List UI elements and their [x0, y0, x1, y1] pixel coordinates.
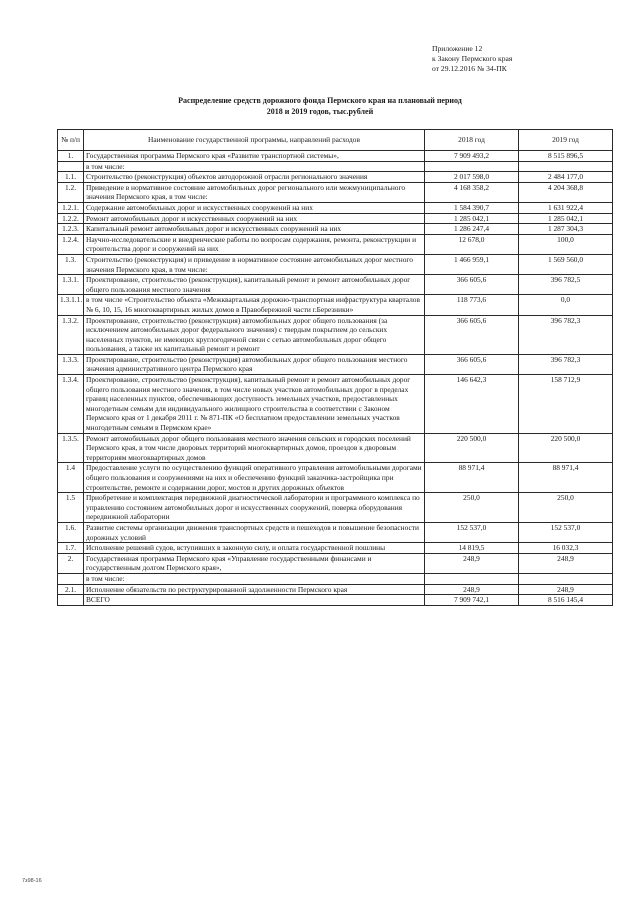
row-value-2019: 1 285 042,1 [519, 213, 613, 224]
row-value-2018: 146 642,3 [425, 375, 519, 434]
row-value-2019: 4 204 368,8 [519, 182, 613, 202]
row-value-2018: 118 773,6 [425, 295, 519, 315]
table-row [58, 493, 613, 523]
row-value-2019: 8 515 896,5 [519, 151, 613, 162]
row-value-2018: 12 678,0 [425, 234, 519, 254]
appendix-line-2: к Закону Пермского края [432, 54, 513, 63]
row-value-2019 [519, 161, 613, 172]
row-num: 1.2.2. [58, 213, 84, 224]
row-name: Проектирование, строительство (реконструкция), капитальный ремонт и ремонт автомобильных дорог общего пользования местного значения [84, 275, 425, 295]
row-value-2019: 248,9 [519, 584, 613, 595]
table-row [58, 254, 613, 274]
row-value-2019 [519, 573, 613, 584]
table-row [58, 463, 613, 493]
table-row [58, 202, 613, 213]
row-value-2018: 1 466 959,1 [425, 254, 519, 274]
row-value-2019: 250,0 [519, 493, 613, 523]
row-value-2018: 2 017 598,0 [425, 172, 519, 183]
row-value-2019: 100,0 [519, 234, 613, 254]
title-line-1: Распределение средств дорожного фонда Пермского края на плановый период [178, 96, 462, 105]
header-name: Наименование государственной программы, направлений расходов [84, 130, 425, 151]
row-num [58, 573, 84, 584]
appendix-line-1: Приложение 12 [432, 44, 483, 53]
row-value-2018: 1 285 042,1 [425, 213, 519, 224]
header-num: № п/п [58, 130, 84, 151]
row-num: 1.1. [58, 172, 84, 183]
footer-code: 7з98-16 [22, 878, 42, 884]
table-row [58, 375, 613, 434]
row-name: Исполнение решений судов, вступивших в законную силу, и оплата государственной пошлины [84, 543, 425, 554]
table-body [58, 151, 613, 606]
row-value-2019: 2 484 177,0 [519, 172, 613, 183]
row-num: 1.3.4. [58, 375, 84, 434]
row-num: 2. [58, 553, 84, 573]
row-name: Ремонт автомобильных дорог и искусственных сооружений на них [84, 213, 425, 224]
row-value-2018: 248,9 [425, 553, 519, 573]
row-num: 1.3.2. [58, 315, 84, 354]
row-num: 1.2. [58, 182, 84, 202]
row-name: Проектирование, строительство (реконструкция) автомобильных дорог общего пользования (за исключением автомобильных дорог федерального значения) с твердым покрытием до сельских населенных пунктов, не имеющих круглогодичной связи с сетью автомобильных дорог общего пользования, а также их капитальный ремонт и ремонт [84, 315, 425, 354]
row-name: ВСЕГО [84, 595, 425, 606]
row-name: в том числе: [84, 573, 425, 584]
row-value-2019: 88 971,4 [519, 463, 613, 493]
row-value-2019: 0,0 [519, 295, 613, 315]
row-value-2018: 366 605,6 [425, 315, 519, 354]
row-value-2019: 248,9 [519, 553, 613, 573]
row-num: 1.4 [58, 463, 84, 493]
row-value-2018: 250,0 [425, 493, 519, 523]
table-row [58, 234, 613, 254]
row-value-2019: 152 537,0 [519, 522, 613, 542]
row-value-2019: 396 782,5 [519, 275, 613, 295]
row-num: 1.3.1.1. [58, 295, 84, 315]
header-2018: 2018 год [425, 130, 519, 151]
row-value-2019: 396 782,3 [519, 315, 613, 354]
row-name: в том числе: [84, 161, 425, 172]
table-row [58, 295, 613, 315]
row-num: 1.5 [58, 493, 84, 523]
table-header-row [58, 130, 613, 151]
table-row [58, 573, 613, 584]
row-value-2018: 1 286 247,4 [425, 224, 519, 235]
row-value-2018: 4 168 358,2 [425, 182, 519, 202]
table-row [58, 595, 613, 606]
row-value-2019: 158 712,9 [519, 375, 613, 434]
row-num: 2.1. [58, 584, 84, 595]
row-name: Содержание автомобильных дорог и искусственных сооружений на них [84, 202, 425, 213]
row-value-2018: 88 971,4 [425, 463, 519, 493]
row-value-2018: 1 584 390,7 [425, 202, 519, 213]
row-value-2019: 1 631 922,4 [519, 202, 613, 213]
row-value-2018: 7 909 493,2 [425, 151, 519, 162]
row-name: Строительство (реконструкция) объектов автодорожной отрасли регионального значения [84, 172, 425, 183]
row-value-2018: 7 909 742,1 [425, 595, 519, 606]
table-row [58, 151, 613, 162]
table-row [58, 224, 613, 235]
table-row [58, 543, 613, 554]
row-value-2019: 1 287 304,3 [519, 224, 613, 235]
row-num: 1.3. [58, 254, 84, 274]
row-name: Ремонт автомобильных дорог общего пользования местного значения сельских и городских поселений Пермского края, в том числе дворовых территорий многоквартирных домов, проездов к дворовым территориям многоквартирных домов [84, 433, 425, 463]
table-row [58, 354, 613, 374]
budget-table [57, 129, 613, 606]
row-num: 1.2.3. [58, 224, 84, 235]
header-2019: 2019 год [519, 130, 613, 151]
row-name: Строительство (реконструкция) и приведение в нормативное состояние автомобильных дорог местного значения Пермского края, в том числе: [84, 254, 425, 274]
row-value-2018: 366 605,6 [425, 354, 519, 374]
row-num: 1.7. [58, 543, 84, 554]
row-name: Государственная программа Пермского края «Управление государственными финансами и государственным долгом Пермского края», [84, 553, 425, 573]
row-value-2019: 396 782,3 [519, 354, 613, 374]
appendix-line-3: от 29.12.2016 № 34-ПК [432, 64, 507, 73]
row-num: 1.2.1. [58, 202, 84, 213]
row-name: Исполнение обязательств по реструктурированной задолженности Пермского края [84, 584, 425, 595]
row-name: Государственная программа Пермского края «Развитие транспортной системы», [84, 151, 425, 162]
document-title [40, 95, 600, 117]
appendix-block [432, 44, 512, 74]
row-value-2018: 220 500,0 [425, 433, 519, 463]
row-name: Приведение в нормативное состояние автомобильных дорог регионального или межмуниципального значения Пермского края, в том числе: [84, 182, 425, 202]
row-num: 1. [58, 151, 84, 162]
row-num: 1.3.5. [58, 433, 84, 463]
row-num [58, 595, 84, 606]
table-row [58, 584, 613, 595]
row-value-2018: 248,9 [425, 584, 519, 595]
table-row [58, 161, 613, 172]
row-num: 1.6. [58, 522, 84, 542]
row-name: в том числе «Строительство объекта «Межквартальная дорожно-транспортная инфраструктура кварталов № 6, 10, 15, 16 многоквартирных жилых домов в Правобережной части г.Березники» [84, 295, 425, 315]
row-num [58, 161, 84, 172]
row-value-2019: 8 516 145,4 [519, 595, 613, 606]
title-line-2: 2018 и 2019 годов, тыс.рублей [266, 107, 374, 116]
table-row [58, 172, 613, 183]
table-row [58, 433, 613, 463]
row-num: 1.3.3. [58, 354, 84, 374]
row-name: Проектирование, строительство (реконструкция) автомобильных дорог общего пользования местного значения административного центра Пермского края [84, 354, 425, 374]
row-name: Капитальный ремонт автомобильных дорог и искусственных сооружений на них [84, 224, 425, 235]
table-row [58, 275, 613, 295]
row-num: 1.3.1. [58, 275, 84, 295]
table-row [58, 182, 613, 202]
table-row [58, 213, 613, 224]
row-value-2019: 16 032,3 [519, 543, 613, 554]
row-value-2018: 152 537,0 [425, 522, 519, 542]
row-value-2019: 220 500,0 [519, 433, 613, 463]
table-row [58, 315, 613, 354]
row-value-2018 [425, 573, 519, 584]
row-value-2018: 366 605,6 [425, 275, 519, 295]
row-num: 1.2.4. [58, 234, 84, 254]
row-name: Приобретение и комплектация передвижной диагностической лаборатории и программного комплекса по управлению состоянием автомобильных дорог и искусственных сооружений, поверка оборудования передвижной лаборатории [84, 493, 425, 523]
row-value-2019: 1 569 560,0 [519, 254, 613, 274]
row-name: Научно-исследовательские и внедренческие работы по вопросам содержания, ремонта, реконструкции и строительства дорог и сооружений на них [84, 234, 425, 254]
row-name: Проектирование, строительство (реконструкция), капитальный ремонт и ремонт автомобильных дорог общего пользования местного значения, в том числе новых участков автомобильных дорог в пределах границ населенных пунктов, обеспечивающих доступность земельных участков, предоставленных многодетным семьям для индивидуального жилищного строительства в соответствии с Законом Пермского края от 1 декабря 2011 г. № 871-ПК «О бесплатном предоставлении земельных участков многодетным семьям в Пермском крае» [84, 375, 425, 434]
table-row [58, 522, 613, 542]
row-name: Предоставление услуги по осуществлению функций оперативного управления автомобильными дорогами общего пользования и сооружениями на них и обеспечению функций заказчика-застройщика при строительстве, ремонте и содержании дорог, мостов и других дорожных объектов [84, 463, 425, 493]
row-value-2018: 14 819,5 [425, 543, 519, 554]
row-value-2018 [425, 161, 519, 172]
row-name: Развитие системы организации движения транспортных средств и пешеходов и повышение безопасности дорожных условий [84, 522, 425, 542]
table-row [58, 553, 613, 573]
